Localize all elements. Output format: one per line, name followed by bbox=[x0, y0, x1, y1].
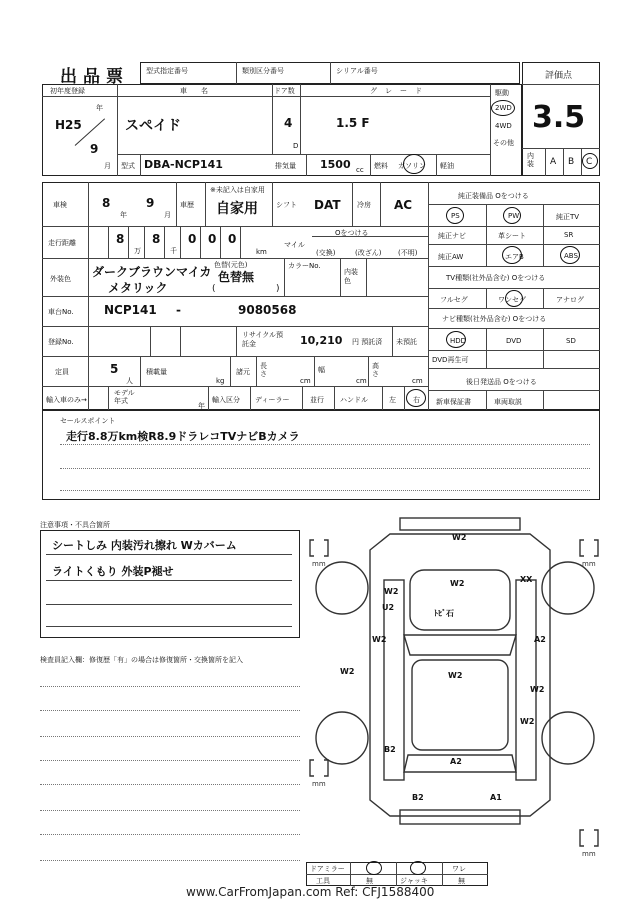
first-reg-year: H25 bbox=[55, 118, 82, 132]
interior-b: B bbox=[568, 157, 575, 167]
later-warranty: 新車保証書 bbox=[436, 398, 471, 406]
mileage-digit-2: 8 bbox=[152, 232, 161, 246]
sales-point-label: セールスポイント bbox=[60, 417, 116, 425]
right-door-shape bbox=[516, 580, 536, 780]
mileage-unit: km bbox=[256, 248, 267, 256]
damage-label: A2 bbox=[450, 757, 462, 766]
mm-label: mm bbox=[312, 780, 326, 788]
recycle-unit: 円 預託済 bbox=[352, 338, 383, 346]
car-damage-diagram bbox=[300, 510, 610, 858]
fuel-label: 燃料 bbox=[374, 162, 388, 170]
tv-oneseg: ワンセグ bbox=[498, 296, 526, 304]
damage-label: W2 bbox=[384, 587, 399, 596]
category-no-label: 類別区分番号 bbox=[242, 67, 284, 75]
reg-no-label: 登録No. bbox=[48, 338, 74, 346]
dealer-option: ディーラー bbox=[255, 396, 290, 404]
fuel-gasoline-circle bbox=[403, 154, 425, 174]
year-suffix: 年 bbox=[96, 104, 103, 112]
length-cm: cm bbox=[300, 377, 311, 385]
page-title: 出品票 bbox=[60, 67, 129, 87]
inspection-year-unit: 年 bbox=[120, 211, 127, 219]
damage-label: W2 bbox=[372, 635, 387, 644]
length-label: 長さ bbox=[260, 362, 267, 378]
doors-label: ドア数 bbox=[274, 87, 295, 95]
import-label: 輸入車のみ→ bbox=[46, 396, 87, 404]
sales-point-box bbox=[42, 410, 600, 500]
chassis-dash: - bbox=[176, 303, 181, 317]
color-no-label: カラーNo. bbox=[288, 262, 321, 270]
mileage-digit-1: 8 bbox=[116, 232, 125, 246]
equip-tv: 純正TV bbox=[556, 213, 580, 221]
mm-label: mm bbox=[582, 560, 596, 568]
ac-value: AC bbox=[394, 198, 413, 212]
mileage-exchanged: (交換) bbox=[316, 249, 336, 257]
month-suffix: 月 bbox=[104, 162, 111, 170]
load-label: 積載量 bbox=[146, 368, 167, 376]
recycle-amount: 10,210 bbox=[300, 334, 343, 347]
mileage-digit-4: 0 bbox=[208, 232, 217, 246]
score-label: 評価点 bbox=[545, 71, 573, 81]
tv-header: TV種類(社外品含む) Oをつける bbox=[446, 274, 546, 282]
equip-abs-circle bbox=[560, 246, 580, 264]
front-bumper-shape bbox=[400, 518, 520, 530]
steering-right: 右 bbox=[413, 396, 420, 404]
car-name-label: 車名 bbox=[180, 87, 222, 95]
damage-label: B2 bbox=[412, 793, 424, 802]
equip-abs: ABS bbox=[564, 252, 578, 260]
mm-label: mm bbox=[582, 850, 596, 858]
drive-2wd-circle bbox=[491, 100, 515, 116]
inspection-label: 車検 bbox=[53, 201, 67, 209]
navi-hdd: HDD bbox=[450, 337, 467, 345]
steering-left: 左 bbox=[389, 396, 396, 404]
equip-leather: 革シート bbox=[498, 232, 526, 240]
damage-label: W2 bbox=[530, 685, 545, 694]
doors-suffix: D bbox=[293, 142, 299, 150]
model-year-label: モデル年式 bbox=[114, 389, 135, 405]
interior-c-circle bbox=[582, 153, 598, 169]
tv-analog: アナログ bbox=[556, 296, 584, 304]
mileage-digit-3: 0 bbox=[188, 232, 197, 246]
first-reg-label: 初年度登録 bbox=[50, 87, 85, 95]
model-cert-label: 型式指定番号 bbox=[146, 67, 188, 75]
damage-label: A2 bbox=[534, 635, 546, 644]
dims-label: 諸元 bbox=[236, 368, 250, 376]
dvd-playable: DVD再生可 bbox=[432, 356, 469, 364]
inspection-month: 9 bbox=[146, 196, 155, 210]
door-mirror-label: ドアミラー bbox=[310, 865, 345, 873]
navi-dvd: DVD bbox=[506, 337, 522, 345]
color-line-2: メタリック bbox=[108, 281, 168, 295]
fuel-gasoline: ガソリン bbox=[398, 162, 426, 170]
capacity-unit: 人 bbox=[126, 377, 133, 385]
recycle-label: リサイクル預託金 bbox=[242, 331, 284, 348]
steering-right-circle bbox=[406, 389, 426, 407]
damage-label: W2 bbox=[448, 671, 463, 680]
drive-2wd: 2WD bbox=[495, 104, 512, 112]
equip-aw: 純正AW bbox=[438, 253, 464, 261]
inspection-month-unit: 月 bbox=[164, 211, 171, 219]
tv-fullseg: フルセグ bbox=[440, 296, 468, 304]
mirror-mark-2 bbox=[410, 861, 426, 875]
navi-sd: SD bbox=[566, 337, 576, 345]
capacity-label: 定員 bbox=[55, 368, 69, 376]
interior-grade-label: 内装 bbox=[527, 152, 534, 168]
mileage-circle-note: Oをつける bbox=[335, 229, 369, 237]
ac-label: 冷房 bbox=[357, 201, 371, 209]
color-change-value: 色替無 bbox=[218, 270, 255, 284]
drive-label: 駆動 bbox=[495, 89, 509, 97]
mileage-man: 万 bbox=[134, 247, 141, 255]
inspector-label: 検査員記入欄：修復歴「有」の場合は修復箇所・交換箇所を記入 bbox=[40, 656, 243, 664]
navi-header: ナビ種類(社外品含む) Oをつける bbox=[442, 315, 547, 323]
damage-label: W2 bbox=[452, 533, 467, 542]
shift-value: DAT bbox=[314, 198, 341, 212]
equip-pw: PW bbox=[508, 212, 520, 220]
grade-value: 1.5 F bbox=[336, 116, 370, 130]
grade-label: グレード bbox=[370, 87, 430, 95]
height-cm: cm bbox=[412, 377, 423, 385]
chassis-no: 9080568 bbox=[238, 303, 297, 317]
damage-label: ﾄﾋﾞ石 bbox=[434, 609, 454, 618]
mirror-mark-1 bbox=[366, 861, 382, 875]
chassis-label: 車台No. bbox=[48, 308, 74, 316]
navi-hdd-circle bbox=[446, 331, 466, 348]
interior-c: C bbox=[586, 157, 593, 167]
history-note: ※未記入は自家用 bbox=[210, 186, 265, 194]
color-change-label: 色替(元色) bbox=[214, 261, 248, 269]
color-label: 外装色 bbox=[50, 275, 71, 283]
notes-line-2: ライトくもり 外装P褪せ bbox=[52, 565, 174, 578]
mile-label: マイル bbox=[284, 241, 305, 249]
mileage-unknown: (不明) bbox=[398, 249, 418, 257]
watermark: www.CarFromJapan.com Ref: CFJ1588400 bbox=[186, 885, 435, 899]
equip-ps-circle bbox=[446, 207, 464, 224]
model-value: DBA-NCP141 bbox=[144, 158, 223, 171]
tool-none: 無 bbox=[366, 877, 373, 885]
width-cm: cm bbox=[356, 377, 367, 385]
tool-label: 工具 bbox=[316, 877, 330, 885]
first-reg-month: 9 bbox=[90, 142, 99, 156]
displacement-label: 排気量 bbox=[275, 162, 296, 170]
inspection-year: 8 bbox=[102, 196, 111, 210]
mileage-digit-5: 0 bbox=[228, 232, 237, 246]
crack-label: ワレ bbox=[452, 865, 466, 873]
import-type-label: 輸入区分 bbox=[212, 396, 240, 404]
width-label: 幅 bbox=[318, 366, 325, 374]
serial-no-label: シリアル番号 bbox=[336, 67, 378, 75]
damage-label: W2 bbox=[450, 579, 465, 588]
steering-label: ハンドル bbox=[340, 396, 368, 404]
score-value: 3.5 bbox=[532, 100, 586, 135]
notes-line-1: シートしみ 内装汚れ擦れ Wカバーム bbox=[52, 539, 237, 552]
equip-airbag-circle bbox=[502, 246, 522, 264]
color-line-1: ダークブラウンマイカ bbox=[92, 265, 212, 279]
equip-sr: SR bbox=[564, 231, 574, 239]
jack-none: 無 bbox=[458, 877, 465, 885]
wheel-rear-left bbox=[316, 712, 368, 764]
displacement-value: 1500 bbox=[320, 158, 351, 171]
mileage-label: 走行距離 bbox=[48, 239, 76, 247]
history-value: 自家用 bbox=[216, 201, 258, 217]
drive-4wd: 4WD bbox=[495, 122, 512, 130]
model-year-unit: 年 bbox=[198, 402, 205, 410]
equip-pw-circle bbox=[503, 207, 521, 224]
damage-label: W2 bbox=[340, 667, 355, 676]
capacity-value: 5 bbox=[110, 362, 119, 376]
windshield-shape bbox=[404, 635, 516, 655]
interior-a: A bbox=[550, 157, 557, 167]
damage-label: U2 bbox=[382, 603, 395, 612]
mileage-sen: 千 bbox=[170, 247, 177, 255]
history-label: 車歴 bbox=[180, 201, 194, 209]
mm-label: mm bbox=[312, 560, 326, 568]
later-header: 後日発送品 Oをつける bbox=[466, 378, 537, 386]
later-manual: 車両取説 bbox=[494, 398, 522, 406]
wheel-front-left bbox=[316, 562, 368, 614]
load-unit: kg bbox=[216, 377, 225, 385]
mileage-altered: (改ざん) bbox=[355, 249, 382, 257]
recycle-unpaid: 未預託 bbox=[396, 338, 417, 346]
equip-navi: 純正ナビ bbox=[438, 232, 466, 240]
height-label: 高さ bbox=[372, 362, 379, 378]
drive-other: その他 bbox=[493, 139, 514, 147]
oem-header: 純正装備品 Oをつける bbox=[458, 192, 529, 200]
interior-color-label: 内装色 bbox=[344, 268, 358, 285]
shift-label: シフト bbox=[276, 201, 297, 209]
fuel-diesel: 軽油 bbox=[440, 162, 454, 170]
car-name: スペイド bbox=[125, 118, 181, 134]
model-label: 型式 bbox=[121, 162, 135, 170]
jack-label: ジャッキ bbox=[400, 877, 428, 885]
damage-label: XX bbox=[520, 575, 533, 584]
equip-airbag: エアB bbox=[505, 253, 524, 261]
damage-label: B2 bbox=[384, 745, 396, 754]
notes-label: 注意事項・不具合箇所 bbox=[40, 521, 110, 529]
doors-value: 4 bbox=[284, 116, 293, 130]
rear-bumper-shape bbox=[400, 810, 520, 824]
damage-label: A1 bbox=[490, 793, 502, 802]
parallel-option: 並行 bbox=[310, 396, 324, 404]
damage-label: W2 bbox=[520, 717, 535, 726]
chassis-prefix: NCP141 bbox=[104, 303, 157, 317]
displacement-unit: cc bbox=[356, 166, 364, 174]
tv-oneseg-circle bbox=[505, 290, 523, 307]
equip-ps: PS bbox=[451, 212, 460, 220]
sales-point-text: 走行8.8万km検R8.9ドラレコTVナビBカメラ bbox=[66, 430, 300, 443]
